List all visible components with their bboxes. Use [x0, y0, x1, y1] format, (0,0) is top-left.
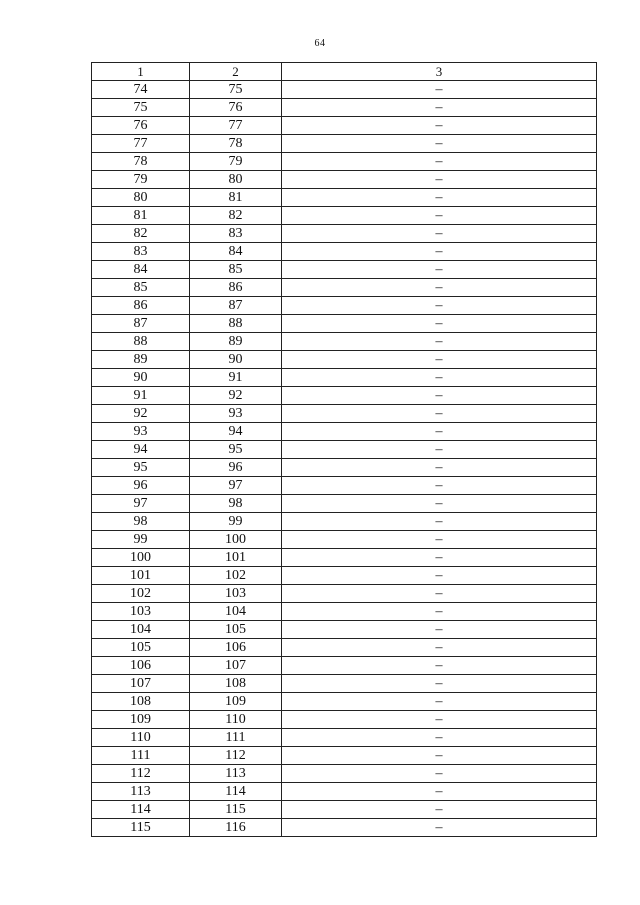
table-cell: –: [282, 405, 597, 423]
table-cell: 101: [92, 567, 190, 585]
table-row: [92, 171, 597, 189]
table-cell: 97: [92, 495, 190, 513]
table-row: [92, 369, 597, 387]
table-cell: 87: [92, 315, 190, 333]
table-row: [92, 693, 597, 711]
table-row: [92, 297, 597, 315]
table-cell: 103: [92, 603, 190, 621]
table-cell: 85: [190, 261, 282, 279]
table-row: [92, 513, 597, 531]
table-cell: 74: [92, 81, 190, 99]
table-row: [92, 477, 597, 495]
table-cell: 100: [190, 531, 282, 549]
table-cell: 112: [92, 765, 190, 783]
table-cell: 78: [92, 153, 190, 171]
table-row: [92, 621, 597, 639]
table-cell: –: [282, 351, 597, 369]
table-cell: –: [282, 225, 597, 243]
table-cell: 84: [190, 243, 282, 261]
table-row: [92, 441, 597, 459]
table-cell: 116: [190, 819, 282, 837]
column-header: 3: [282, 63, 597, 81]
table-row: [92, 207, 597, 225]
table-cell: 93: [92, 423, 190, 441]
table-cell: 85: [92, 279, 190, 297]
table-row: [92, 351, 597, 369]
table-cell: –: [282, 297, 597, 315]
table-cell: –: [282, 81, 597, 99]
table-cell: –: [282, 729, 597, 747]
table-cell: –: [282, 621, 597, 639]
table-cell: –: [282, 171, 597, 189]
table-cell: 99: [190, 513, 282, 531]
table-cell: 105: [92, 639, 190, 657]
table-cell: –: [282, 117, 597, 135]
table-cell: 78: [190, 135, 282, 153]
table-cell: –: [282, 459, 597, 477]
table-row: [92, 585, 597, 603]
table-row: [92, 675, 597, 693]
table-cell: 92: [190, 387, 282, 405]
table-cell: –: [282, 639, 597, 657]
table-cell: 103: [190, 585, 282, 603]
table-cell: –: [282, 585, 597, 603]
table-cell: –: [282, 387, 597, 405]
table-cell: –: [282, 603, 597, 621]
table-cell: 111: [190, 729, 282, 747]
table-cell: 115: [190, 801, 282, 819]
table-cell: –: [282, 765, 597, 783]
table-cell: 97: [190, 477, 282, 495]
table-row: [92, 783, 597, 801]
table-cell: 91: [190, 369, 282, 387]
table-cell: 93: [190, 405, 282, 423]
table-cell: 104: [92, 621, 190, 639]
table-cell: –: [282, 747, 597, 765]
table-row: [92, 801, 597, 819]
column-header: 2: [190, 63, 282, 81]
table-cell: 110: [92, 729, 190, 747]
table-row: [92, 729, 597, 747]
table-row: [92, 225, 597, 243]
table-cell: –: [282, 801, 597, 819]
table-cell: 89: [92, 351, 190, 369]
table-cell: 88: [190, 315, 282, 333]
table-cell: 92: [92, 405, 190, 423]
table-cell: –: [282, 567, 597, 585]
table-cell: 86: [190, 279, 282, 297]
table-cell: 102: [190, 567, 282, 585]
table-cell: 89: [190, 333, 282, 351]
table-row: [92, 405, 597, 423]
table-row: [92, 747, 597, 765]
table-cell: –: [282, 207, 597, 225]
table-cell: 81: [92, 207, 190, 225]
table-cell: –: [282, 819, 597, 837]
table-cell: 106: [190, 639, 282, 657]
table-row: [92, 279, 597, 297]
table-cell: 115: [92, 819, 190, 837]
table-cell: 75: [92, 99, 190, 117]
table-cell: 81: [190, 189, 282, 207]
table-cell: 90: [190, 351, 282, 369]
table-cell: 109: [92, 711, 190, 729]
table-cell: –: [282, 369, 597, 387]
table-cell: –: [282, 441, 597, 459]
table-cell: 76: [190, 99, 282, 117]
table-cell: –: [282, 153, 597, 171]
table-cell: –: [282, 495, 597, 513]
table-cell: 90: [92, 369, 190, 387]
table-cell: –: [282, 135, 597, 153]
table-cell: 83: [190, 225, 282, 243]
table-cell: 82: [92, 225, 190, 243]
table-row: [92, 333, 597, 351]
table-cell: –: [282, 657, 597, 675]
table-row: [92, 495, 597, 513]
table-cell: 98: [92, 513, 190, 531]
table-cell: –: [282, 189, 597, 207]
table-row: [92, 81, 597, 99]
table-cell: 107: [92, 675, 190, 693]
table-cell: –: [282, 531, 597, 549]
table-cell: –: [282, 243, 597, 261]
table-row: [92, 243, 597, 261]
table-cell: –: [282, 279, 597, 297]
table-cell: 94: [190, 423, 282, 441]
page-number: 64: [314, 38, 326, 49]
table-cell: 111: [92, 747, 190, 765]
table-cell: 76: [92, 117, 190, 135]
table-row: [92, 549, 597, 567]
table-header-row: [92, 63, 597, 81]
table-cell: 87: [190, 297, 282, 315]
table-row: [92, 315, 597, 333]
table-cell: 88: [92, 333, 190, 351]
table-cell: 109: [190, 693, 282, 711]
table-cell: 83: [92, 243, 190, 261]
table-cell: –: [282, 477, 597, 495]
data-table: [91, 62, 597, 837]
table-row: [92, 189, 597, 207]
table-cell: 101: [190, 549, 282, 567]
table-cell: –: [282, 333, 597, 351]
table-body: [92, 81, 597, 837]
table-cell: 96: [92, 477, 190, 495]
table-cell: 91: [92, 387, 190, 405]
table-cell: –: [282, 711, 597, 729]
table-cell: 75: [190, 81, 282, 99]
column-header: 1: [92, 63, 190, 81]
table-cell: 98: [190, 495, 282, 513]
table-cell: 113: [92, 783, 190, 801]
table-cell: –: [282, 513, 597, 531]
table-cell: 102: [92, 585, 190, 603]
table-row: [92, 153, 597, 171]
table-cell: –: [282, 693, 597, 711]
table-cell: 112: [190, 747, 282, 765]
table-cell: 80: [190, 171, 282, 189]
table-row: [92, 459, 597, 477]
table-row: [92, 711, 597, 729]
table-row: [92, 423, 597, 441]
table-cell: 77: [92, 135, 190, 153]
table-cell: 79: [92, 171, 190, 189]
table-cell: –: [282, 675, 597, 693]
table-cell: 100: [92, 549, 190, 567]
table-cell: 95: [92, 459, 190, 477]
table-cell: –: [282, 549, 597, 567]
table-cell: 86: [92, 297, 190, 315]
table-cell: –: [282, 783, 597, 801]
table-cell: 108: [92, 693, 190, 711]
table-cell: 108: [190, 675, 282, 693]
table-cell: 94: [92, 441, 190, 459]
table-cell: 79: [190, 153, 282, 171]
table-row: [92, 819, 597, 837]
table-row: [92, 387, 597, 405]
table-cell: 107: [190, 657, 282, 675]
table-cell: 95: [190, 441, 282, 459]
table-cell: 105: [190, 621, 282, 639]
table-cell: 77: [190, 117, 282, 135]
table-cell: –: [282, 99, 597, 117]
table-cell: 96: [190, 459, 282, 477]
table-row: [92, 567, 597, 585]
table-row: [92, 135, 597, 153]
table-row: [92, 765, 597, 783]
table-cell: –: [282, 315, 597, 333]
table-cell: 104: [190, 603, 282, 621]
table-cell: 99: [92, 531, 190, 549]
table-cell: 113: [190, 765, 282, 783]
table-cell: 106: [92, 657, 190, 675]
table-cell: –: [282, 423, 597, 441]
table-row: [92, 99, 597, 117]
table-row: [92, 639, 597, 657]
table-cell: 110: [190, 711, 282, 729]
table-cell: 84: [92, 261, 190, 279]
table-row: [92, 117, 597, 135]
table-cell: 82: [190, 207, 282, 225]
table-row: [92, 657, 597, 675]
table-row: [92, 531, 597, 549]
table-cell: 114: [190, 783, 282, 801]
table-row: [92, 261, 597, 279]
table-row: [92, 603, 597, 621]
table-cell: 80: [92, 189, 190, 207]
table-cell: –: [282, 261, 597, 279]
table-cell: 114: [92, 801, 190, 819]
